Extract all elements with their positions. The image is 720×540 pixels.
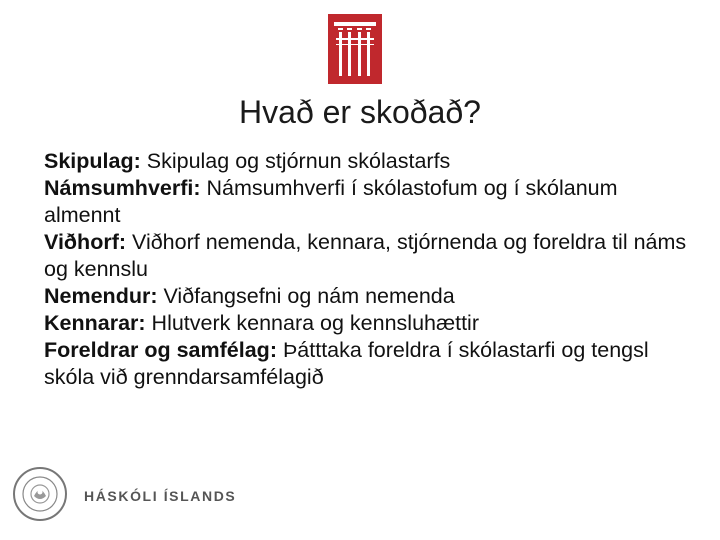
- bullet-term: Námsumhverfi:: [44, 176, 201, 200]
- university-building-icon: [328, 14, 382, 84]
- list-item: [44, 148, 694, 175]
- bullet-term: Foreldrar og samfélag:: [44, 338, 277, 362]
- list-item: [44, 310, 694, 337]
- bullet-text: Viðhorf nemenda, kennara, stjórnenda og foreldra til náms og kennslu: [44, 230, 687, 281]
- bullet-text: Námsumhverfi í skólastofum og í skólanum almennt: [44, 176, 618, 227]
- bullet-term: Kennarar:: [44, 311, 146, 335]
- slide-title: Hvað er skoðað?: [239, 94, 481, 130]
- university-name: HÁSKÓLI ÍSLANDS: [84, 488, 237, 504]
- bullet-text: Skipulag og stjórnun skólastarfs: [146, 149, 451, 173]
- list-item: [44, 337, 694, 391]
- bullet-list: [44, 148, 694, 391]
- list-item: [44, 229, 694, 283]
- bullet-term: Skipulag:: [44, 149, 141, 173]
- list-item: [44, 175, 694, 229]
- bullet-term: Nemendur:: [44, 284, 158, 308]
- university-seal-icon: [12, 466, 68, 522]
- list-item: [44, 283, 694, 310]
- bullet-text: Hlutverk kennara og kennsluhættir: [151, 311, 479, 335]
- bullet-text: Viðfangsefni og nám nemenda: [163, 284, 455, 308]
- bullet-term: Viðhorf:: [44, 230, 127, 254]
- bullet-text: Þátttaka foreldra í skólastarfi og tengsl skóla við grenndarsamfélagið: [44, 338, 649, 389]
